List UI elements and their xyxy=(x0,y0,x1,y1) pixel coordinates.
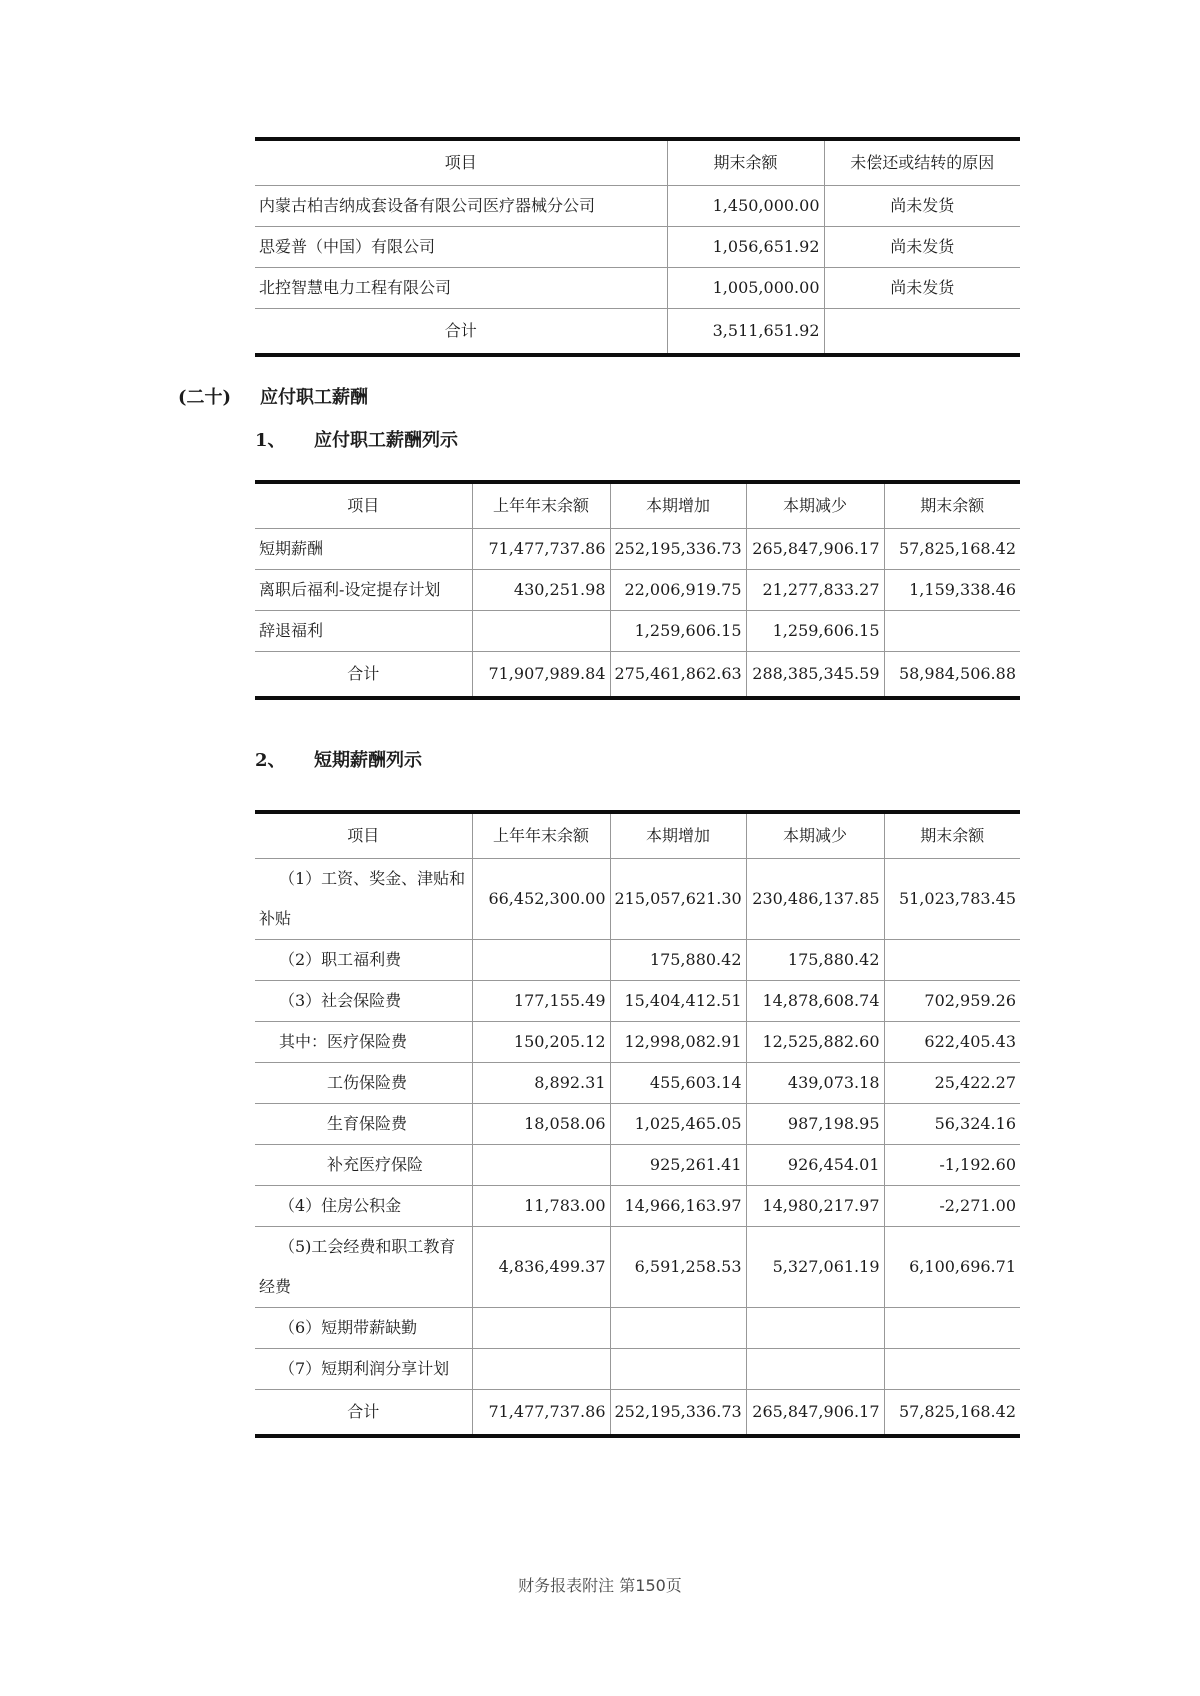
column-header-increase: 本期增加 xyxy=(610,482,746,529)
table-row xyxy=(255,227,1020,268)
increase-cell: 455,603.14 xyxy=(610,1063,746,1104)
opening-balance-cell: 71,477,737.86 xyxy=(472,1390,610,1437)
item-cell: 离职后福利-设定提存计划 xyxy=(255,570,472,611)
column-header-item: 项目 xyxy=(255,812,472,859)
decrease-cell: 175,880.42 xyxy=(746,940,884,981)
increase-cell: 15,404,412.51 xyxy=(610,981,746,1022)
closing-balance-cell xyxy=(884,1308,1020,1349)
decrease-cell: 14,980,217.97 xyxy=(746,1186,884,1227)
table-row xyxy=(255,1308,1020,1349)
decrease-cell: 439,073.18 xyxy=(746,1063,884,1104)
item-cell: （3）社会保险费 xyxy=(255,981,472,1022)
opening-balance-cell: 8,892.31 xyxy=(472,1063,610,1104)
item-cell: 内蒙古柏吉纳成套设备有限公司医疗器械分公司 xyxy=(255,186,667,227)
increase-cell: 1,259,606.15 xyxy=(610,611,746,652)
column-header-decrease: 本期减少 xyxy=(746,482,884,529)
opening-balance-cell: 430,251.98 xyxy=(472,570,610,611)
table-row xyxy=(255,1145,1020,1186)
increase-cell: 215,057,621.30 xyxy=(610,859,746,940)
opening-balance-cell: 71,477,737.86 xyxy=(472,529,610,570)
section-number: (二十) xyxy=(178,387,232,408)
column-header-opening-balance: 上年年末余额 xyxy=(472,812,610,859)
closing-balance-cell: 1,159,338.46 xyxy=(884,570,1020,611)
decrease-cell: 5,327,061.19 xyxy=(746,1227,884,1308)
increase-cell: 1,025,465.05 xyxy=(610,1104,746,1145)
table-row xyxy=(255,1063,1020,1104)
column-header-opening-balance: 上年年末余额 xyxy=(472,482,610,529)
subsection-number: 1、 xyxy=(255,430,286,451)
item-cell: 工伤保险费 xyxy=(255,1063,472,1104)
column-header-reason: 未偿还或结转的原因 xyxy=(824,139,1020,186)
closing-balance-cell: 6,100,696.71 xyxy=(884,1227,1020,1308)
opening-balance-cell: 18,058.06 xyxy=(472,1104,610,1145)
opening-balance-cell: 4,836,499.37 xyxy=(472,1227,610,1308)
closing-balance-cell: 57,825,168.42 xyxy=(884,529,1020,570)
subsection-heading-1 xyxy=(255,426,1200,452)
closing-balance-cell xyxy=(884,1349,1020,1390)
closing-balance-cell: -1,192.60 xyxy=(884,1145,1020,1186)
item-cell: 其中：医疗保险费 xyxy=(255,1022,472,1063)
column-header-ending-balance: 期末余额 xyxy=(667,139,824,186)
table-header-row xyxy=(255,482,1020,529)
subsection-heading-2 xyxy=(255,746,1200,772)
decrease-cell: 926,454.01 xyxy=(746,1145,884,1186)
table-row xyxy=(255,981,1020,1022)
table-row xyxy=(255,186,1020,227)
item-cell: （2）职工福利费 xyxy=(255,940,472,981)
opening-balance-cell xyxy=(472,611,610,652)
table-row xyxy=(255,529,1020,570)
increase-cell: 175,880.42 xyxy=(610,940,746,981)
section-title: 应付职工薪酬 xyxy=(260,387,368,408)
closing-balance-cell: 58,984,506.88 xyxy=(884,652,1020,699)
decrease-cell xyxy=(746,1308,884,1349)
increase-cell xyxy=(610,1349,746,1390)
item-cell: 北控智慧电力工程有限公司 xyxy=(255,268,667,309)
opening-balance-cell: 11,783.00 xyxy=(472,1186,610,1227)
closing-balance-cell: 57,825,168.42 xyxy=(884,1390,1020,1437)
item-cell: （6）短期带薪缺勤 xyxy=(255,1308,472,1349)
opening-balance-cell: 71,907,989.84 xyxy=(472,652,610,699)
ending-balance-cell: 1,450,000.00 xyxy=(667,186,824,227)
increase-cell: 14,966,163.97 xyxy=(610,1186,746,1227)
decrease-cell xyxy=(746,1349,884,1390)
column-header-closing-balance: 期末余额 xyxy=(884,812,1020,859)
decrease-cell: 230,486,137.85 xyxy=(746,859,884,940)
table-row xyxy=(255,1349,1020,1390)
closing-balance-cell: 702,959.26 xyxy=(884,981,1020,1022)
increase-cell: 22,006,919.75 xyxy=(610,570,746,611)
table-row xyxy=(255,611,1020,652)
decrease-cell: 21,277,833.27 xyxy=(746,570,884,611)
decrease-cell: 12,525,882.60 xyxy=(746,1022,884,1063)
page-footer: 财务报表附注 第150页 xyxy=(518,1576,682,1595)
opening-balance-cell: 177,155.49 xyxy=(472,981,610,1022)
decrease-cell: 265,847,906.17 xyxy=(746,1390,884,1437)
decrease-cell: 14,878,608.74 xyxy=(746,981,884,1022)
table-row xyxy=(255,940,1020,981)
decrease-cell: 288,385,345.59 xyxy=(746,652,884,699)
decrease-cell: 1,259,606.15 xyxy=(746,611,884,652)
opening-balance-cell xyxy=(472,1349,610,1390)
item-cell: （4）住房公积金 xyxy=(255,1186,472,1227)
subsection-title: 短期薪酬列示 xyxy=(314,750,422,771)
reason-cell: 尚未发货 xyxy=(824,268,1020,309)
table-row xyxy=(255,1022,1020,1063)
item-cell: （5)工会经费和职工教育经费 xyxy=(255,1227,472,1308)
reason-cell: 尚未发货 xyxy=(824,227,1020,268)
closing-balance-cell: 56,324.16 xyxy=(884,1104,1020,1145)
closing-balance-cell: 51,023,783.45 xyxy=(884,859,1020,940)
column-header-decrease: 本期减少 xyxy=(746,812,884,859)
table-row xyxy=(255,570,1020,611)
decrease-cell: 265,847,906.17 xyxy=(746,529,884,570)
table-total-row xyxy=(255,652,1020,699)
unpaid-balances-table xyxy=(255,137,1020,357)
item-cell: 生育保险费 xyxy=(255,1104,472,1145)
subsection-title: 应付职工薪酬列示 xyxy=(314,430,458,451)
increase-cell: 252,195,336.73 xyxy=(610,529,746,570)
column-header-item: 项目 xyxy=(255,482,472,529)
column-header-increase: 本期增加 xyxy=(610,812,746,859)
column-header-item: 项目 xyxy=(255,139,667,186)
table-row xyxy=(255,859,1020,940)
item-cell: （1）工资、奖金、津贴和补贴 xyxy=(255,859,472,940)
increase-cell: 925,261.41 xyxy=(610,1145,746,1186)
reason-cell xyxy=(824,309,1020,356)
table-header-row xyxy=(255,139,1020,186)
opening-balance-cell xyxy=(472,1145,610,1186)
item-cell: 补充医疗保险 xyxy=(255,1145,472,1186)
increase-cell: 12,998,082.91 xyxy=(610,1022,746,1063)
table-header-row xyxy=(255,812,1020,859)
decrease-cell: 987,198.95 xyxy=(746,1104,884,1145)
increase-cell: 275,461,862.63 xyxy=(610,652,746,699)
closing-balance-cell: 622,405.43 xyxy=(884,1022,1020,1063)
subsection-number: 2、 xyxy=(255,750,286,771)
increase-cell: 252,195,336.73 xyxy=(610,1390,746,1437)
payable-compensation-table xyxy=(255,480,1020,700)
opening-balance-cell: 66,452,300.00 xyxy=(472,859,610,940)
item-cell: 思爱普（中国）有限公司 xyxy=(255,227,667,268)
total-label-cell: 合计 xyxy=(347,664,380,683)
table-row xyxy=(255,1227,1020,1308)
item-cell: 短期薪酬 xyxy=(255,529,472,570)
table-total-row xyxy=(255,309,1020,356)
ending-balance-cell: 1,056,651.92 xyxy=(667,227,824,268)
table-row xyxy=(255,1104,1020,1145)
opening-balance-cell xyxy=(472,940,610,981)
closing-balance-cell xyxy=(884,611,1020,652)
ending-balance-cell: 3,511,651.92 xyxy=(667,309,824,356)
section-heading xyxy=(178,383,1200,409)
column-header-closing-balance: 期末余额 xyxy=(884,482,1020,529)
item-cell: 辞退福利 xyxy=(255,611,472,652)
opening-balance-cell: 150,205.12 xyxy=(472,1022,610,1063)
item-cell: （7）短期利润分享计划 xyxy=(255,1349,472,1390)
total-label-cell: 合计 xyxy=(444,321,477,340)
increase-cell xyxy=(610,1308,746,1349)
closing-balance-cell: -2,271.00 xyxy=(884,1186,1020,1227)
opening-balance-cell xyxy=(472,1308,610,1349)
table-total-row xyxy=(255,1390,1020,1437)
reason-cell: 尚未发货 xyxy=(824,186,1020,227)
table-row xyxy=(255,1186,1020,1227)
ending-balance-cell: 1,005,000.00 xyxy=(667,268,824,309)
total-label-cell: 合计 xyxy=(347,1402,380,1421)
table-row xyxy=(255,268,1020,309)
closing-balance-cell: 25,422.27 xyxy=(884,1063,1020,1104)
closing-balance-cell xyxy=(884,940,1020,981)
short-term-compensation-table xyxy=(255,810,1020,1438)
increase-cell: 6,591,258.53 xyxy=(610,1227,746,1308)
